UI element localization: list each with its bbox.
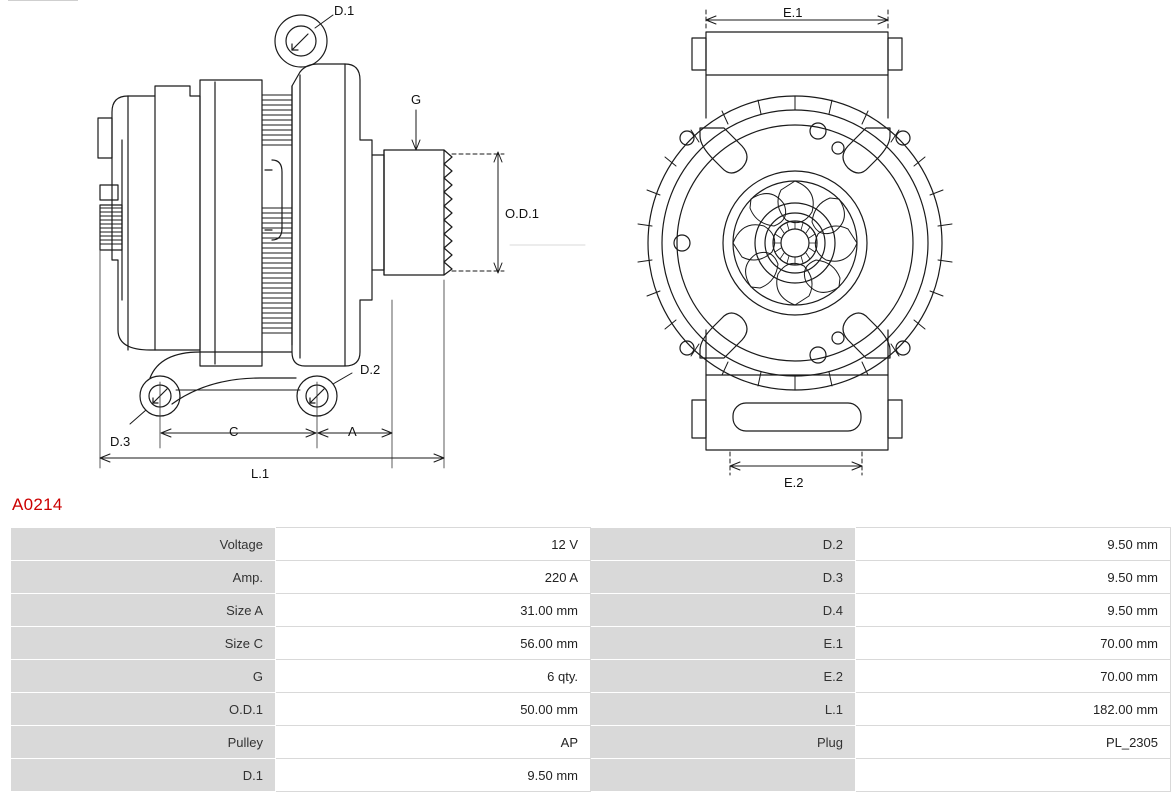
spec-value: 12 V bbox=[276, 528, 591, 561]
spec-value-empty bbox=[856, 759, 1171, 792]
table-row bbox=[11, 759, 1171, 792]
table-row bbox=[11, 594, 1171, 627]
spec-label: Size C bbox=[11, 627, 276, 660]
spec-label: G bbox=[11, 660, 276, 693]
specifications-table bbox=[10, 527, 1171, 792]
spec-label: D.4 bbox=[591, 594, 856, 627]
table-row bbox=[11, 528, 1171, 561]
spec-label: Plug bbox=[591, 726, 856, 759]
spec-value: 9.50 mm bbox=[856, 594, 1171, 627]
label-e1: E.1 bbox=[783, 5, 803, 20]
spec-value: 220 A bbox=[276, 561, 591, 594]
spec-value: 70.00 mm bbox=[856, 660, 1171, 693]
spec-label: Size A bbox=[11, 594, 276, 627]
spec-value: 56.00 mm bbox=[276, 627, 591, 660]
spec-value: 9.50 mm bbox=[856, 561, 1171, 594]
table-row bbox=[11, 561, 1171, 594]
label-g: G bbox=[411, 92, 422, 107]
label-d3: D.3 bbox=[110, 434, 131, 449]
spec-value: 182.00 mm bbox=[856, 693, 1171, 726]
label-d2: D.2 bbox=[360, 362, 381, 377]
g-leader bbox=[412, 110, 420, 150]
spec-value: PL_2305 bbox=[856, 726, 1171, 759]
spec-value: 50.00 mm bbox=[276, 693, 591, 726]
spec-label: O.D.1 bbox=[11, 693, 276, 726]
d1-boss bbox=[275, 15, 327, 67]
label-d1: D.1 bbox=[334, 3, 355, 18]
side-view-group bbox=[98, 15, 585, 468]
label-a: A bbox=[348, 424, 357, 439]
table-row bbox=[11, 627, 1171, 660]
pulley bbox=[384, 150, 452, 275]
label-c: C bbox=[229, 424, 239, 439]
spec-label: L.1 bbox=[591, 693, 856, 726]
spec-label: Voltage bbox=[11, 528, 276, 561]
spec-value: 70.00 mm bbox=[856, 627, 1171, 660]
spec-label: E.1 bbox=[591, 627, 856, 660]
spec-label: D.3 bbox=[591, 561, 856, 594]
spec-label: Pulley bbox=[11, 726, 276, 759]
e2-dimension bbox=[730, 452, 862, 475]
spec-label: Amp. bbox=[11, 561, 276, 594]
spec-label: E.2 bbox=[591, 660, 856, 693]
table-row bbox=[11, 693, 1171, 726]
spec-label-empty bbox=[591, 759, 856, 792]
label-e2: E.2 bbox=[784, 475, 804, 490]
spec-label: D.2 bbox=[591, 528, 856, 561]
spec-value: 6 qty. bbox=[276, 660, 591, 693]
table-row bbox=[11, 726, 1171, 759]
spec-value: 31.00 mm bbox=[276, 594, 591, 627]
c-dimension bbox=[161, 429, 316, 437]
spec-value: AP bbox=[276, 726, 591, 759]
table-row bbox=[11, 660, 1171, 693]
spec-value: 9.50 mm bbox=[276, 759, 591, 792]
label-od1: O.D.1 bbox=[505, 206, 539, 221]
spec-label: D.1 bbox=[11, 759, 276, 792]
label-l1: L.1 bbox=[251, 466, 270, 481]
spec-value: 9.50 mm bbox=[856, 528, 1171, 561]
part-number: A0214 bbox=[12, 495, 63, 514]
front-view-group bbox=[638, 10, 952, 475]
